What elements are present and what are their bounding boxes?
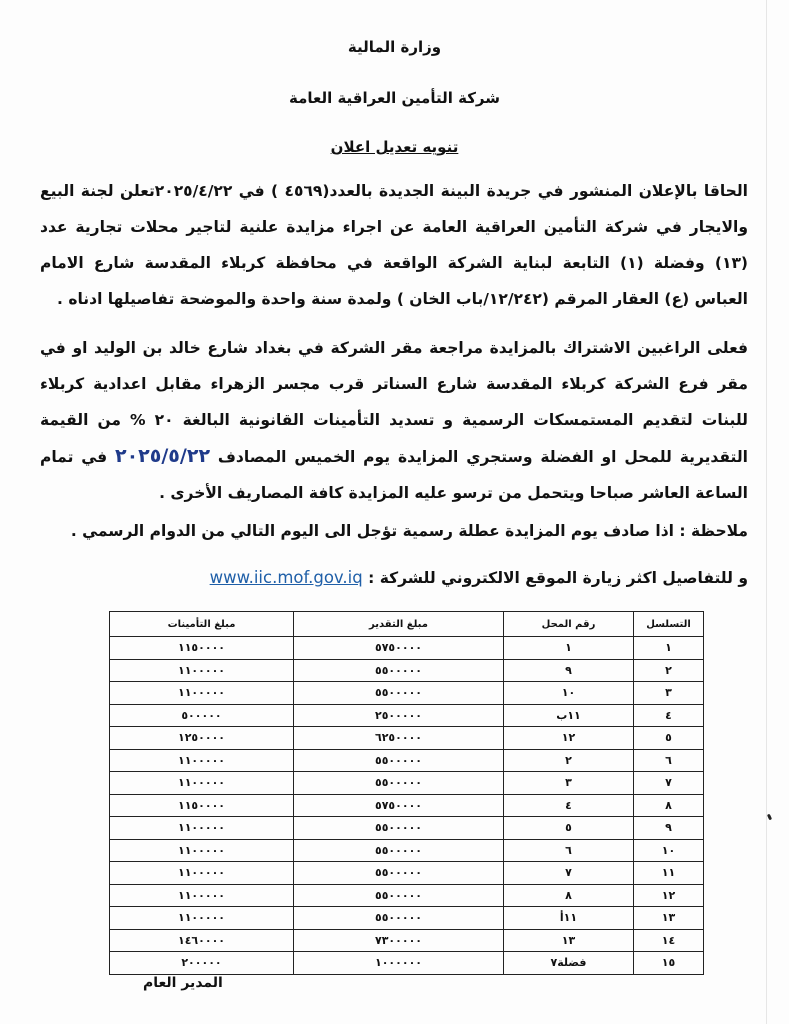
company-heading: شركة التأمين العراقية العامة (288, 89, 501, 107)
cell-serial: ٧ (634, 772, 704, 795)
cell-shop-number: فضلة٧ (504, 952, 634, 975)
website-link[interactable]: www.iic.mof.gov.iq (209, 568, 363, 587)
cell-shop-number: ٤ (504, 794, 634, 817)
scan-mark (767, 814, 772, 821)
cell-serial: ٨ (634, 794, 704, 817)
cell-deposit: ١٢٥٠٠٠٠ (110, 727, 294, 750)
cell-shop-number: ١ (504, 637, 634, 660)
header-estimate: مبلغ التقدير (294, 612, 504, 637)
cell-serial: ٥ (634, 727, 704, 750)
table-row (110, 727, 704, 750)
cell-estimate: ٧٣٠٠٠٠٠ (294, 929, 504, 952)
cell-deposit: ١١٠٠٠٠٠ (110, 682, 294, 705)
cell-estimate: ٥٥٠٠٠٠٠ (294, 659, 504, 682)
notice-title: تنويه تعديل اعلان (330, 138, 459, 156)
table-header-row (110, 612, 704, 637)
table-row (110, 839, 704, 862)
shops-table (109, 611, 704, 975)
cell-deposit: ١١٠٠٠٠٠ (110, 884, 294, 907)
table-row (110, 862, 704, 885)
cell-serial: ٤ (634, 704, 704, 727)
signature-title: المدير العام (143, 975, 223, 991)
table-body (110, 637, 704, 975)
cell-estimate: ٥٥٠٠٠٠٠ (294, 862, 504, 885)
table-row (110, 884, 704, 907)
cell-estimate: ٥٥٠٠٠٠٠ (294, 682, 504, 705)
table-row (110, 659, 704, 682)
cell-shop-number: ١٢ (504, 727, 634, 750)
table-row (110, 749, 704, 772)
cell-estimate: ٦٢٥٠٠٠٠ (294, 727, 504, 750)
cell-serial: ١٤ (634, 929, 704, 952)
cell-deposit: ٥٠٠٠٠٠ (110, 704, 294, 727)
cell-deposit: ١١٠٠٠٠٠ (110, 659, 294, 682)
table-row (110, 952, 704, 975)
cell-estimate: ٥٥٠٠٠٠٠ (294, 907, 504, 930)
cell-shop-number: ٨ (504, 884, 634, 907)
announcement-paragraph: الحاقا بالإعلان المنشور في جريدة البينة الجديدة بالعدد(٤٥٦٩ ) في ٢٠٢٥/٤/٢٢تعلن لجنة البيع والايجار في شركة التأمين العراقية العامة عن اجراء مزايدة علنية لتاجير محلات تجارية عدد (١٣) وفضلة (١) التابعة لبناية الشركة الواقعة في محافظة كربلاء المقدسة شارع الامام العباس (ع) العقار المرقم (١٢/٢٤٢/باب الخان ) ولمدة سنة واحدة والموضحة تفاصيلها ادناه . (40, 182, 749, 308)
cell-shop-number: ١١ب (504, 704, 634, 727)
table-row (110, 704, 704, 727)
cell-shop-number: ١١أ (504, 907, 634, 930)
cell-serial: ١١ (634, 862, 704, 885)
cell-deposit: ١١٠٠٠٠٠ (110, 817, 294, 840)
table-row (110, 794, 704, 817)
cell-serial: ٢ (634, 659, 704, 682)
cell-serial: ١٣ (634, 907, 704, 930)
cell-estimate: ٥٥٠٠٠٠٠ (294, 772, 504, 795)
website-label: و للتفاصيل اكثر زيارة الموقع الالكتروني للشركة : (368, 569, 748, 587)
cell-estimate: ٥٥٠٠٠٠٠ (294, 749, 504, 772)
header-serial: التسلسل (634, 612, 704, 637)
table-row (110, 637, 704, 660)
table-row (110, 772, 704, 795)
cell-serial: ١٠ (634, 839, 704, 862)
header-shop-number: رقم المحل (504, 612, 634, 637)
cell-deposit: ١٤٦٠٠٠٠ (110, 929, 294, 952)
ministry-heading: وزارة المالية (347, 38, 442, 56)
participation-text-b: في تمام الساعة العاشر صباحا ويتحمل من ترسو عليه المزايدة كافة المصاريف الأخرى . (40, 448, 748, 502)
table-row (110, 817, 704, 840)
cell-shop-number: ١٠ (504, 682, 634, 705)
cell-serial: ١٢ (634, 884, 704, 907)
header-deposit: مبلغ التأمينات (110, 612, 294, 637)
cell-estimate: ٥٥٠٠٠٠٠ (294, 839, 504, 862)
cell-shop-number: ٥ (504, 817, 634, 840)
participation-text-a: فعلى الراغبين الاشتراك بالمزايدة مراجعة مقر الشركة في بغداد شارع خالد بن الوليد او في مقر فرع الشركة كربلاء المقدسة شارع السناتر قرب مجسر الزهراء مقابل اعدادية كربلاء للبنات لتقديم المستمسكات الرسمية و تسديد التأمينات القانونية البالغة ٢٠ % من القيمة التقديرية للمحل او الفضلة وستجري المزايدة يوم الخميس المصادف (40, 339, 749, 466)
cell-deposit: ١١٥٠٠٠٠ (110, 794, 294, 817)
cell-deposit: ٢٠٠٠٠٠ (110, 952, 294, 975)
cell-estimate: ٥٥٠٠٠٠٠ (294, 817, 504, 840)
cell-serial: ٣ (634, 682, 704, 705)
website-line (40, 568, 748, 587)
cell-shop-number: ٦ (504, 839, 634, 862)
cell-serial: ١٥ (634, 952, 704, 975)
cell-shop-number: ٧ (504, 862, 634, 885)
cell-deposit: ١١٥٠٠٠٠ (110, 637, 294, 660)
cell-deposit: ١١٠٠٠٠٠ (110, 749, 294, 772)
participation-paragraph (40, 330, 748, 511)
cell-estimate: ١٠٠٠٠٠٠ (294, 952, 504, 975)
cell-estimate: ٥٧٥٠٠٠٠ (294, 794, 504, 817)
auction-date: ٢٠٢٥/٥/٢٢ (114, 445, 211, 467)
cell-estimate: ٥٧٥٠٠٠٠ (294, 637, 504, 660)
cell-shop-number: ٢ (504, 749, 634, 772)
cell-shop-number: ٩ (504, 659, 634, 682)
table-row (110, 929, 704, 952)
cell-shop-number: ١٣ (504, 929, 634, 952)
table-row (110, 682, 704, 705)
cell-serial: ٩ (634, 817, 704, 840)
cell-deposit: ١١٠٠٠٠٠ (110, 907, 294, 930)
table-row (110, 907, 704, 930)
cell-estimate: ٢٥٠٠٠٠٠ (294, 704, 504, 727)
cell-serial: ١ (634, 637, 704, 660)
holiday-note: ملاحظة : اذا صادف يوم المزايدة عطلة رسمية تؤجل الى اليوم التالي من الدوام الرسمي . (70, 522, 748, 540)
cell-deposit: ١١٠٠٠٠٠ (110, 772, 294, 795)
cell-deposit: ١١٠٠٠٠٠ (110, 862, 294, 885)
cell-serial: ٦ (634, 749, 704, 772)
cell-estimate: ٥٥٠٠٠٠٠ (294, 884, 504, 907)
cell-deposit: ١١٠٠٠٠٠ (110, 839, 294, 862)
cell-shop-number: ٣ (504, 772, 634, 795)
